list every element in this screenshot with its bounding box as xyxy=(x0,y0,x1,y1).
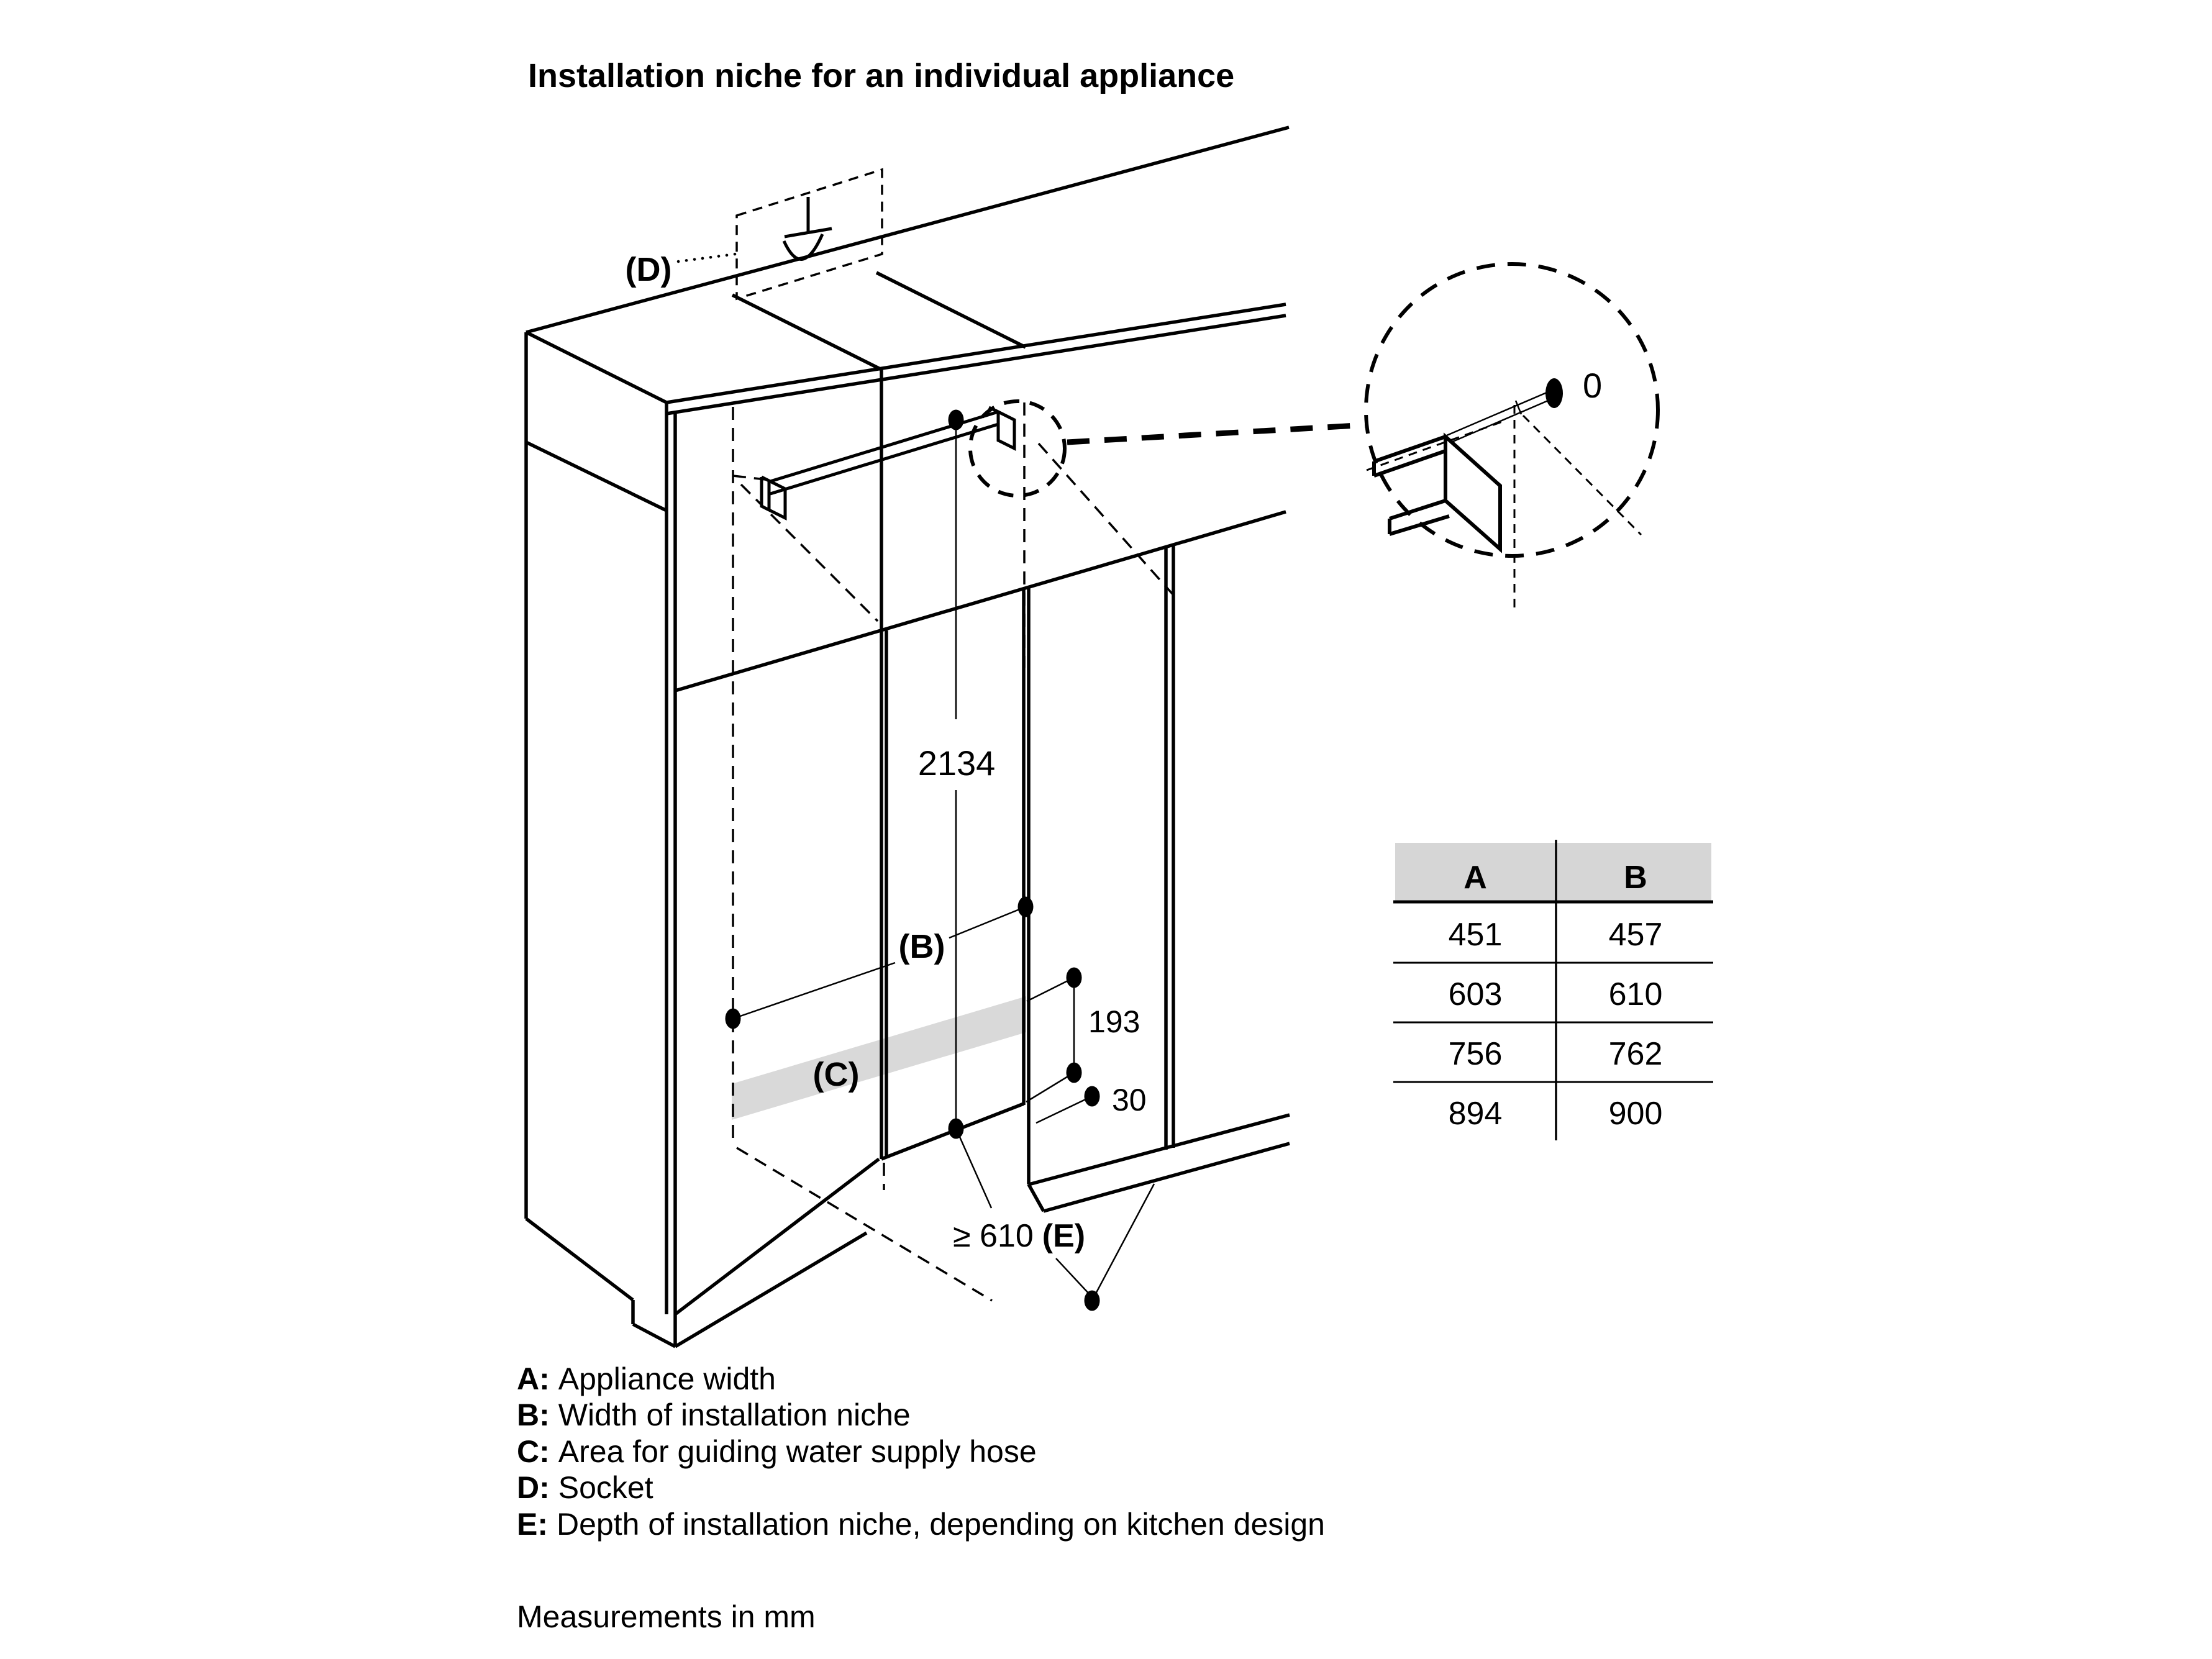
table-cell: 900 xyxy=(1608,1096,1663,1132)
callout-circle-small xyxy=(970,401,1065,496)
table-cell: 451 xyxy=(1448,917,1503,953)
dot-b-right xyxy=(1018,897,1034,917)
mounting-rail xyxy=(762,407,1014,518)
dot-b-left xyxy=(726,1009,741,1029)
legend-item-d xyxy=(517,1470,653,1505)
table-header-b: B xyxy=(1624,860,1647,896)
detail-construction-lines xyxy=(1367,405,1641,612)
legend-text: Appliance width xyxy=(558,1361,776,1396)
callout-leader xyxy=(1067,425,1368,442)
label-socket: (D) xyxy=(625,251,672,288)
dimension-lines xyxy=(733,429,1154,1301)
legend-key: A: xyxy=(517,1361,550,1396)
legend-item-e xyxy=(517,1507,1325,1542)
legend-item-b xyxy=(517,1398,911,1432)
label-zero-clearance: 0 xyxy=(1583,366,1603,405)
legend-key: E: xyxy=(517,1507,548,1542)
label-hose-area: (C) xyxy=(812,1056,860,1093)
legend-key: B: xyxy=(517,1398,550,1432)
legend-item-a xyxy=(517,1361,776,1396)
dot-niche-floor xyxy=(949,1119,964,1139)
hidden-niche-edges xyxy=(733,402,1173,1301)
zero-point-dot xyxy=(1545,378,1563,408)
socket-dotted-leader xyxy=(678,254,735,261)
legend-text: Socket xyxy=(558,1470,653,1505)
dot-30 xyxy=(1085,1086,1100,1107)
measurement-unit-note: Measurements in mm xyxy=(517,1599,816,1634)
dot-depth-floor xyxy=(1085,1291,1100,1311)
dot-193-top xyxy=(1067,968,1082,988)
dim-hose-height: 193 xyxy=(1088,1004,1140,1039)
zero-gap-lines xyxy=(1447,391,1552,443)
table-cell: 603 xyxy=(1448,976,1503,1012)
socket-outline xyxy=(678,170,882,299)
table-cell: 610 xyxy=(1608,976,1663,1012)
legend-text: Width of installation niche xyxy=(558,1398,911,1432)
rail-bar xyxy=(762,407,1014,518)
bracket-detail xyxy=(1374,437,1500,549)
cabinet-outlines xyxy=(526,127,1290,1347)
label-depth: (E) xyxy=(1042,1218,1086,1254)
legend-text: Depth of installation niche, depending on kitchen design xyxy=(557,1507,1325,1542)
legend-key: D: xyxy=(517,1470,550,1505)
size-table xyxy=(1393,840,1713,1140)
socket-dashed-box xyxy=(737,170,882,299)
dot-193-bottom xyxy=(1067,1063,1082,1083)
legend-text: Area for guiding water supply hose xyxy=(558,1434,1037,1469)
table-header-band xyxy=(1395,843,1711,902)
legend-item-c xyxy=(517,1434,1037,1469)
table-cell: 756 xyxy=(1448,1036,1503,1072)
legend-key: C: xyxy=(517,1434,550,1469)
detail-circle xyxy=(1366,264,1658,612)
dot-rail-top xyxy=(949,410,964,430)
table-cell: 457 xyxy=(1608,917,1663,953)
dim-floor-step: 30 xyxy=(1112,1083,1147,1117)
table-cell: 762 xyxy=(1608,1036,1663,1072)
cabinet-drawing xyxy=(526,127,1658,1347)
table-header-a: A xyxy=(1463,860,1487,896)
table-cell: 894 xyxy=(1448,1096,1503,1132)
socket-icon xyxy=(784,197,832,259)
page-title: Installation niche for an individual appliance xyxy=(528,57,1235,94)
table-row-rules xyxy=(1393,963,1713,1082)
dim-height: 2134 xyxy=(917,743,996,783)
dim-depth xyxy=(953,1218,1085,1254)
hose-area-strip xyxy=(732,996,1026,1120)
label-niche-width: (B) xyxy=(898,928,945,965)
legend xyxy=(517,1361,1325,1542)
dim-depth-value: ≥ 610 xyxy=(953,1218,1034,1254)
